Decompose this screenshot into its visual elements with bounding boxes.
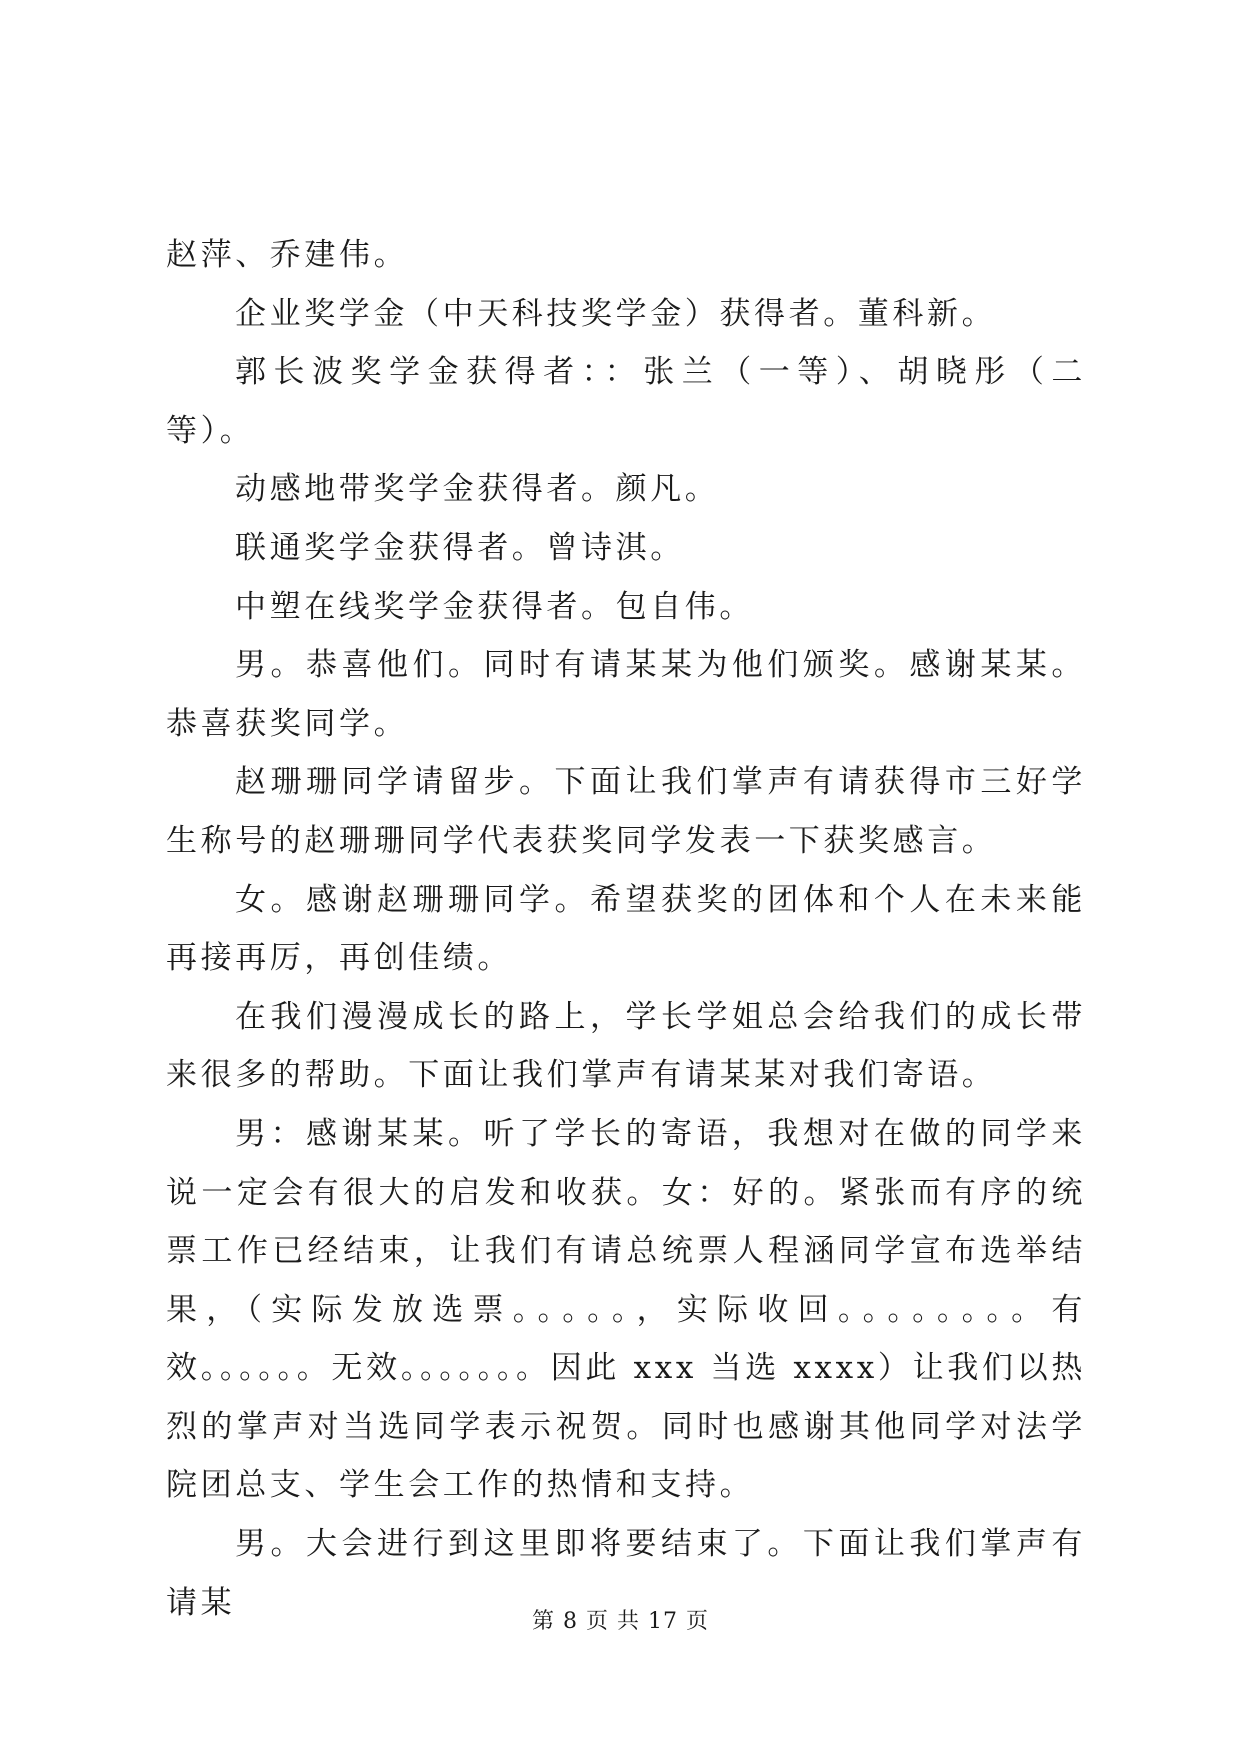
paragraph: 男：感谢某某。听了学长的寄语，我想对在做的同学来说一定会有很大的启发和收获。女：好的。紧张而有序的统票工作已经结束，让我们有请总统票人程涵同学宣布选举结果，（实际发放选票。。。。。，实际收回。。。。。。。。有效。。。。。。无效。。。。。。。因此 xxx 当选 xxxx）让我们以热烈的掌声对当选同学表示祝贺。同时也感谢其他同学对法学院团总支、学生会工作的热情和支持。 — [166, 1115, 1086, 1504]
paragraph: 在我们漫漫成长的路上，学长学姐总会给我们的成长带来很多的帮助。下面让我们掌声有请某某对我们寄语。 — [166, 998, 1086, 1094]
paragraph: 动感地带奖学金获得者。颜凡。 — [235, 471, 720, 508]
paragraph: 赵萍、乔建伟。 — [166, 237, 409, 273]
paragraph: 郭长波奖学金获得者：：张兰（一等）、胡晓彤（二等）。 — [166, 354, 1086, 449]
paragraph: 中塑在线奖学金获得者。包自伟。 — [235, 588, 754, 625]
document-body — [166, 226, 1086, 1632]
paragraph: 男。大会进行到这里即将要结束了。下面让我们掌声有请某 — [166, 1526, 1086, 1621]
paragraph: 男。恭喜他们。同时有请某某为他们颁奖。感谢某某。恭喜获奖同学。 — [166, 647, 1086, 742]
paragraph: 联通奖学金获得者。曾诗淇。 — [235, 529, 685, 566]
page-number-footer: 第 8 页 共 17 页 — [532, 1609, 709, 1634]
paragraph: 女。感谢赵珊珊同学。希望获奖的团体和个人在未来能再接再厉，再创佳绩。 — [166, 881, 1086, 977]
paragraph: 赵珊珊同学请留步。下面让我们掌声有请获得市三好学生称号的赵珊珊同学代表获奖同学发表一下获奖感言。 — [166, 764, 1086, 859]
paragraph: 企业奖学金（中天科技奖学金）获得者。董科新。 — [235, 295, 997, 332]
